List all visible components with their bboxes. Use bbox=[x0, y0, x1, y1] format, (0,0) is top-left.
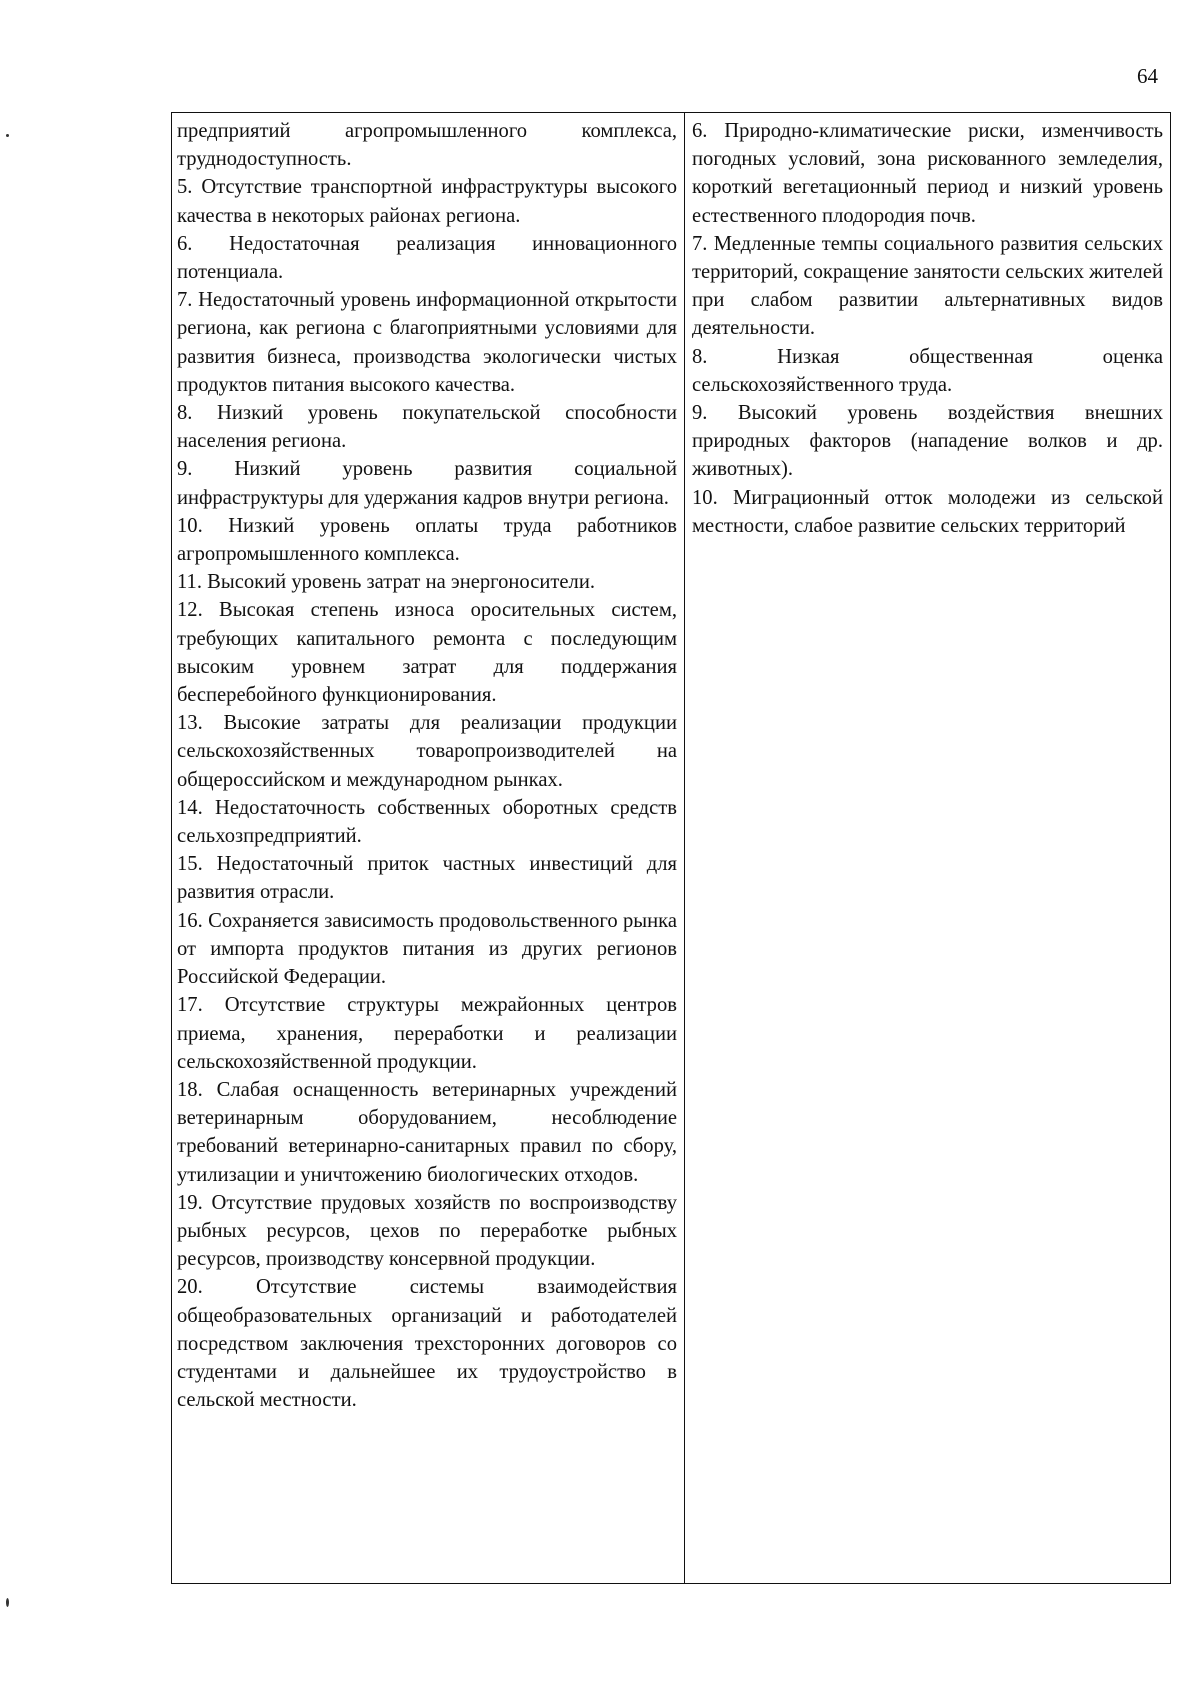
left-item-17: 17. Отсутствие структуры межрайонных центров приема, хранения, переработки и реализации сельскохозяйственной продукции. bbox=[177, 994, 677, 1073]
right-column bbox=[685, 113, 1170, 1583]
left-item-11: 11. Высокий уровень затрат на энергоносители. bbox=[177, 571, 595, 594]
left-item-14: 14. Недостаточность собственных оборотных средств сельхозпредприятий. bbox=[177, 796, 677, 848]
left-item-7: 7. Недостаточный уровень информационной открытости региона, как региона с благоприятными условиями для развития бизнеса, производства экологически чистых продуктов питания высокого качества. bbox=[177, 289, 677, 396]
left-item-13: 13. Высокие затраты для реализации продукции сельскохозяйственных товаропроизводителей на общероссийском и международном рынках. bbox=[177, 712, 677, 791]
right-item-7: 7. Медленные темпы социального развития сельских территорий, сокращение занятости сельских жителей при слабом развитии альтернативных видов деятельности. bbox=[692, 232, 1163, 340]
page-number: 64 bbox=[1137, 64, 1158, 88]
left-item-6: 6. Недостаточная реализация инновационного потенциала. bbox=[177, 232, 677, 284]
left-item-9: 9. Низкий уровень развития социальной инфраструктуры для удержания кадров внутри региона. bbox=[177, 458, 677, 509]
left-item-19: 19. Отсутствие прудовых хозяйств по воспроизводству рыбных ресурсов, цехов по переработке рыбных ресурсов, производству консервной продукции. bbox=[177, 1191, 677, 1271]
right-item-9: 9. Высокий уровень воздействия внешних природных факторов (нападение волков и др. животных). bbox=[692, 402, 1163, 481]
scan-speck bbox=[6, 134, 9, 137]
scan-speck bbox=[6, 1598, 9, 1607]
left-item-18: 18. Слабая оснащенность ветеринарных учреждений ветеринарным оборудованием, несоблюдение требований ветеринарно-санитарных правил по сбору, утилизации и уничтожению биологических отходов. bbox=[177, 1078, 677, 1186]
left-item-8: 8. Низкий уровень покупательской способности населения региона. bbox=[177, 402, 677, 453]
right-item-6: 6. Природно-климатические риски, изменчивость погодных условий, зона рискованного земледелия, короткий вегетационный период и низкий уровень естественного плодородия почв. bbox=[692, 120, 1163, 227]
left-item-5: 5. Отсутствие транспортной инфраструктуры высокого качества в некоторых районах региона. bbox=[177, 176, 677, 227]
left-item-20: 20. Отсутствие системы взаимодействия общеобразовательных организаций и работодателей посредством заключения трехсторонних договоров со студентами и дальнейшее их трудоустройство в сельской местности. bbox=[177, 1276, 677, 1412]
document-table bbox=[171, 112, 1171, 1584]
left-item-10: 10. Низкий уровень оплаты труда работников агропромышленного комплекса. bbox=[177, 514, 677, 566]
left-item-16: 16. Сохраняется зависимость продовольственного рынка от импорта продуктов питания из других регионов Российской Федерации. bbox=[177, 909, 677, 989]
left-column bbox=[172, 113, 685, 1583]
left-item-12: 12. Высокая степень износа оросительных систем, требующих капитального ремонта с последующим высоким уровнем затрат для поддержания бесперебойного функционирования. bbox=[177, 599, 677, 707]
left-item-continuation: предприятий агропромышленного комплекса, труднодоступность. bbox=[177, 120, 677, 171]
right-item-8: 8. Низкая общественная оценка сельскохозяйственного труда. bbox=[692, 345, 1163, 396]
left-item-15: 15. Недостаточный приток частных инвестиций для развития отрасли. bbox=[177, 853, 677, 904]
right-item-10: 10. Миграционный отток молодежи из сельской местности, слабое развитие сельских территорий bbox=[692, 486, 1163, 537]
